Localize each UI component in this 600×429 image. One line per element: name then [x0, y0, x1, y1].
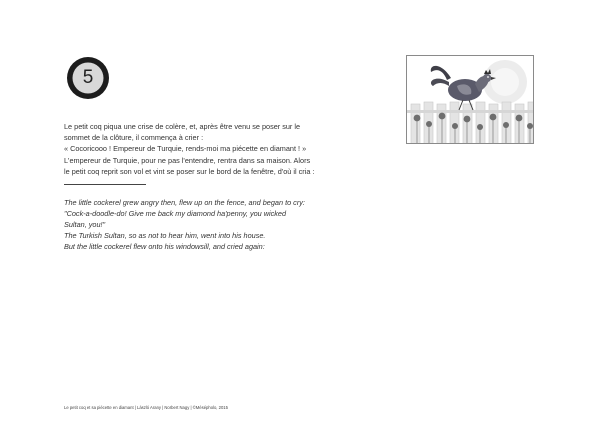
english-line: "Cock-a-doodle-do! Give me back my diamond ha'penny, you wicked: [64, 209, 287, 218]
english-line: Sultan, you!": [64, 220, 106, 229]
english-story-text: [64, 197, 394, 252]
french-line: L'empereur de Turquie, pour ne pas l'entendre, rentra dans sa maison. Alors: [64, 155, 311, 165]
page-number: 5: [82, 67, 94, 88]
french-story-text: [64, 121, 384, 177]
section-divider: [64, 184, 146, 185]
rooster-on-fence-image: [407, 56, 534, 144]
french-line: sommet de la clôture, il commença à crier :: [64, 133, 204, 143]
english-line: The little cockerel grew angry then, flew up on the fence, and began to cry:: [64, 198, 305, 207]
english-line: But the little cockerel flew onto his windowsill, and cried again:: [64, 242, 265, 251]
english-line: The Turkish Sultan, so as not to hear him, went into his house.: [64, 231, 266, 240]
french-line: « Cocoricooo ! Empereur de Turquie, rends-moi ma piécette en diamant ! »: [64, 144, 307, 154]
french-line: le petit coq reprit son vol et vint se poser sur le bord de la fenêtre, d'où il cria :: [64, 166, 315, 176]
footer-credit: Le petit coq et sa piécette en diamant | László Arany | Norbert Nagy | ©Mésépholo, 2015: [64, 405, 228, 410]
rooster-illustration: [406, 55, 534, 144]
french-line: Le petit coq piqua une crise de colère, et, après être venu se poser sur le: [64, 122, 301, 131]
